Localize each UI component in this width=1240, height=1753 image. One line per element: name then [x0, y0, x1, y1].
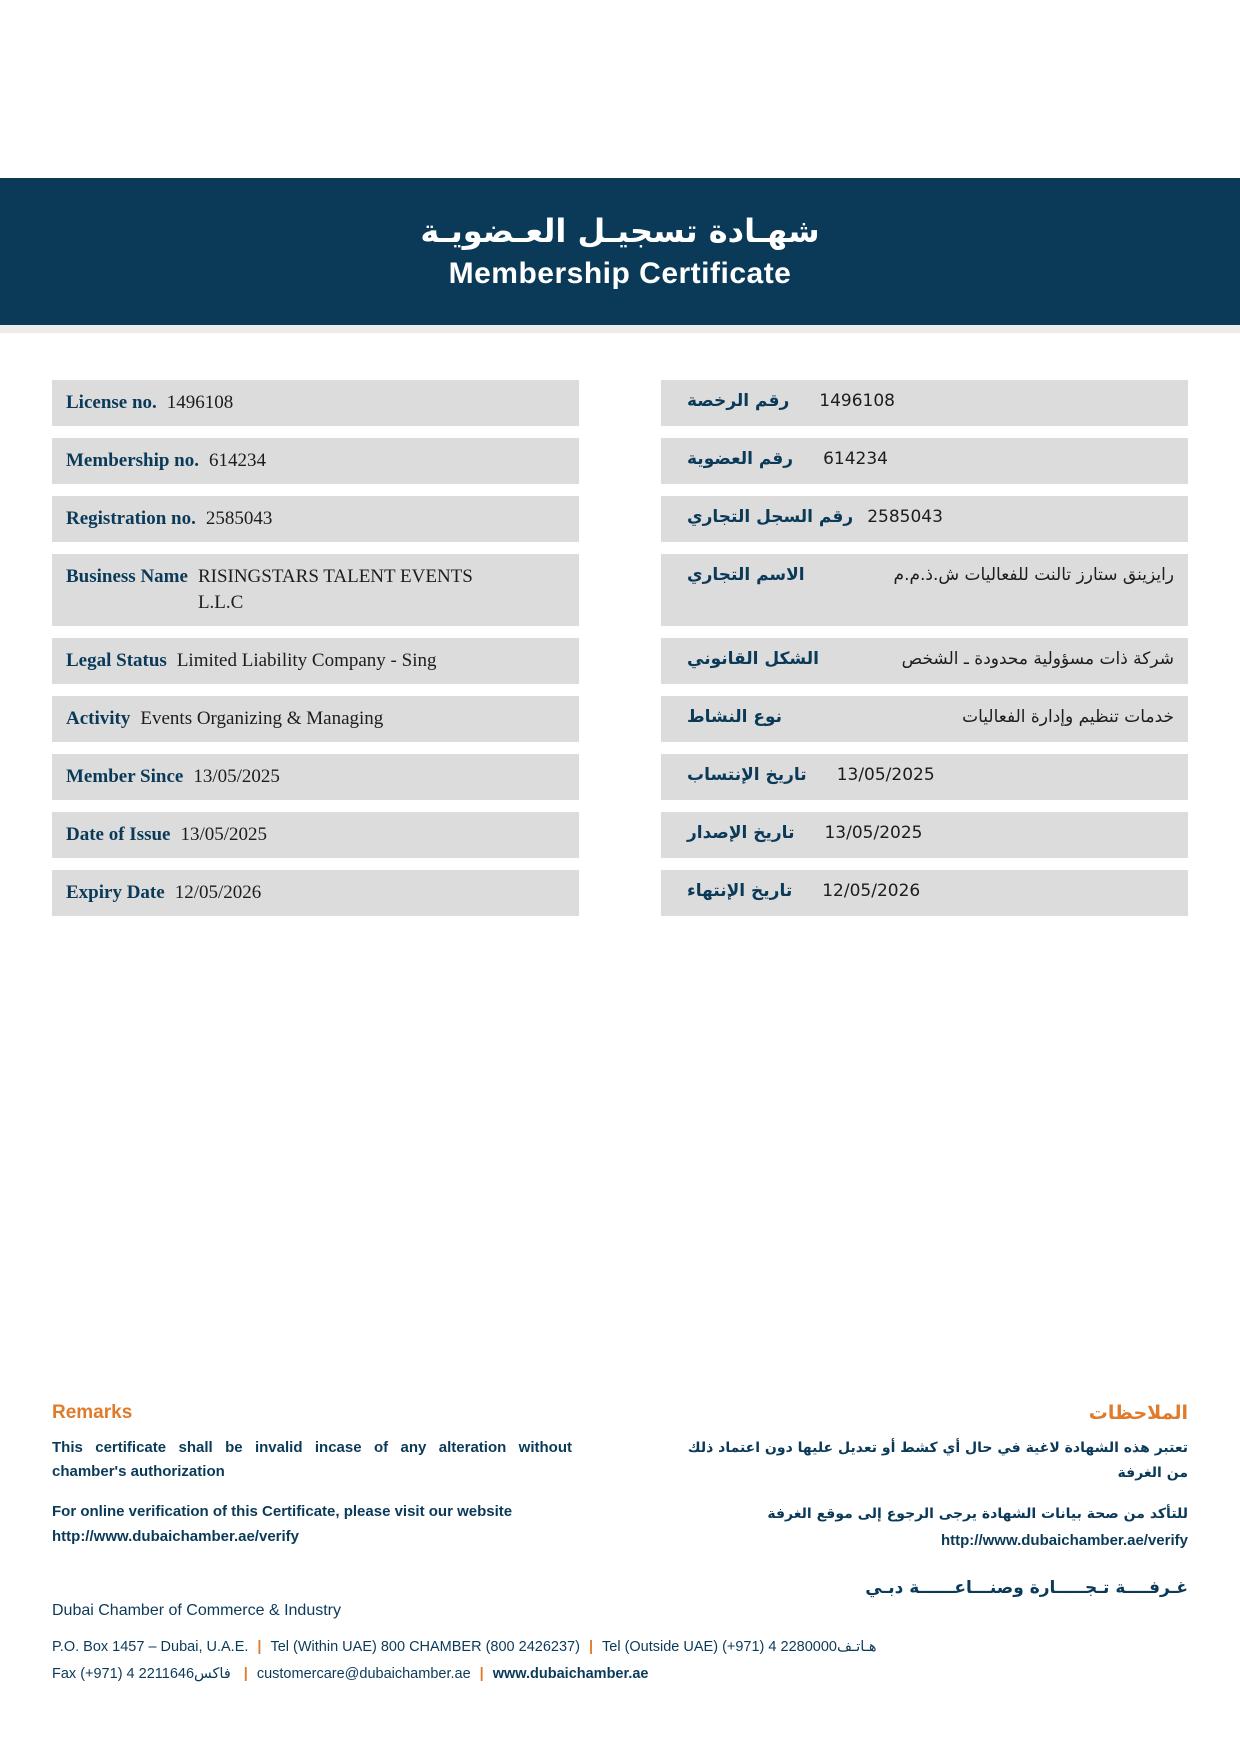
field-value-ar: 12/05/2026 — [822, 881, 921, 901]
field-value-en: 2585043 — [205, 508, 273, 529]
field-row-membership-no — [52, 438, 1188, 484]
field-label-en: Registration no. — [66, 508, 196, 529]
field-row-license-no — [52, 380, 1188, 426]
field-value-ar: شركة ذات مسؤولية محدودة ـ الشخص — [901, 649, 1174, 669]
field-ar-registration-no — [661, 496, 1188, 542]
field-ar-member-since — [661, 754, 1188, 800]
field-value-en: 1496108 — [166, 392, 234, 413]
field-en-license-no — [52, 380, 579, 426]
field-en-date-of-issue — [52, 812, 579, 858]
footer-fax: Fax (+971) 4 2211646 — [52, 1665, 195, 1682]
footer-email-link[interactable]: customercare@dubaichamber.ae — [256, 1665, 471, 1682]
footer-section — [0, 1578, 1240, 1688]
remarks-text-ar: تعتبر هذه الشهادة لاغية في حال أي كشط أو تعديل عليها دون اعتماد ذلك من الغرفة — [687, 1440, 1188, 1482]
field-value-en: Limited Liability Company - Sing — [176, 650, 437, 671]
verification-link-ar[interactable]: http://www.dubaichamber.ae/verify — [940, 1531, 1188, 1549]
field-value-ar: 2585043 — [867, 507, 943, 527]
field-row-legal-status — [52, 638, 1188, 684]
field-en-expiry-date — [52, 870, 579, 916]
field-en-activity — [52, 696, 579, 742]
certificate-header — [0, 178, 1240, 325]
footer-contact-line-2 — [52, 1661, 1188, 1688]
field-en-member-since — [52, 754, 579, 800]
field-row-member-since — [52, 754, 1188, 800]
field-label-en: License no. — [66, 392, 157, 413]
field-value-en: 13/05/2025 — [180, 824, 268, 845]
field-value-ar: 13/05/2025 — [836, 765, 935, 785]
chamber-name-arabic: غـرفــــة تـجـــــارة وصنـــاعــــــة دبـي — [865, 1578, 1188, 1598]
field-label-ar: تاريخ الإنتساب — [687, 765, 807, 785]
remarks-arabic — [668, 1402, 1188, 1550]
field-label-ar: نوع النشاط — [687, 707, 783, 727]
footer-contact-line-1 — [52, 1634, 1188, 1661]
field-en-business-name — [52, 554, 579, 626]
remarks-verify-en: For online verification of this Certificate, please visit our website — [52, 1503, 513, 1520]
field-ar-business-name — [661, 554, 1188, 626]
divider-icon: | — [257, 1639, 262, 1655]
field-value-ar: 1496108 — [819, 391, 895, 411]
field-label-ar: الاسم التجاري — [687, 565, 805, 585]
field-value-ar: خدمات تنظيم وإدارة الفعاليات — [962, 707, 1174, 727]
field-label-ar: رقم الرخصة — [687, 391, 790, 411]
footer-fax-label-ar: فاكس — [194, 1665, 231, 1682]
field-value-en: 614234 — [209, 450, 266, 471]
field-label-ar: الشكل القانوني — [687, 649, 819, 669]
footer-tel-within: Tel (Within UAE) 800 CHAMBER (800 2426237) — [270, 1639, 580, 1655]
header-title-english: Membership Certificate — [448, 256, 792, 290]
remarks-text-en: This certificate shall be invalid incase of any alteration without chamber's authorization — [52, 1439, 572, 1480]
field-label-ar: رقم السجل التجاري — [687, 507, 854, 527]
divider-icon: | — [588, 1639, 593, 1655]
field-value-en: 13/05/2025 — [193, 766, 280, 787]
field-value-ar: 13/05/2025 — [824, 823, 923, 843]
verification-link-en[interactable]: http://www.dubaichamber.ae/verify — [52, 1528, 300, 1545]
field-ar-legal-status — [661, 638, 1188, 684]
field-ar-membership-no — [661, 438, 1188, 484]
field-label-en: Business Name — [66, 566, 188, 587]
field-value-en: RISINGSTARS TALENT EVENTS L.L.C — [197, 566, 473, 613]
field-en-legal-status — [52, 638, 579, 684]
field-ar-expiry-date — [661, 870, 1188, 916]
field-ar-license-no — [661, 380, 1188, 426]
field-row-registration-no — [52, 496, 1188, 542]
field-row-business-name — [52, 554, 1188, 626]
field-label-en: Member Since — [66, 766, 184, 787]
field-label-ar: تاريخ الإصدار — [687, 823, 795, 843]
remarks-section — [0, 1402, 1240, 1550]
field-label-ar: رقم العضوية — [687, 449, 794, 469]
remarks-title-ar: الملاحظات — [1088, 1402, 1188, 1424]
chamber-name-english: Dubai Chamber of Commerce & Industry — [52, 1602, 341, 1619]
certificate-fields — [0, 380, 1240, 928]
header-underline — [0, 325, 1240, 333]
footer-website-link[interactable]: www.dubaichamber.ae — [492, 1665, 649, 1682]
remarks-english — [52, 1402, 572, 1550]
field-label-en: Legal Status — [66, 650, 167, 671]
footer-pobox: P.O. Box 1457 – Dubai, U.A.E. — [52, 1639, 249, 1655]
field-ar-activity — [661, 696, 1188, 742]
footer-tel-label-ar: هـاتـف — [836, 1639, 877, 1655]
field-en-registration-no — [52, 496, 579, 542]
field-value-en: 12/05/2026 — [174, 882, 262, 903]
divider-icon: | — [479, 1665, 484, 1682]
field-label-en: Expiry Date — [66, 882, 165, 903]
header-title-arabic: شهـادة تسجيـل العـضويـة — [420, 212, 820, 251]
field-label-en: Activity — [66, 708, 131, 729]
field-row-expiry-date — [52, 870, 1188, 916]
remarks-title-en: Remarks — [52, 1402, 133, 1423]
field-value-ar: 614234 — [823, 449, 888, 469]
divider-icon: | — [243, 1665, 248, 1682]
field-ar-date-of-issue — [661, 812, 1188, 858]
field-label-en: Membership no. — [66, 450, 199, 471]
field-row-date-of-issue — [52, 812, 1188, 858]
field-en-membership-no — [52, 438, 579, 484]
field-row-activity — [52, 696, 1188, 742]
field-label-ar: تاريخ الإنتهاء — [687, 881, 793, 901]
field-label-en: Date of Issue — [66, 824, 171, 845]
footer-tel-outside: Tel (Outside UAE) (+971) 4 2280000 — [602, 1639, 837, 1655]
remarks-verify-ar: للتأكد من صحة بيانات الشهادة يرجى الرجوع إلى موقع الغرفة — [767, 1506, 1188, 1523]
field-value-ar: رايزينق ستارز تالنت للفعاليات ش.ذ.م.م — [893, 565, 1174, 585]
field-value-en: Events Organizing & Managing — [140, 708, 384, 729]
